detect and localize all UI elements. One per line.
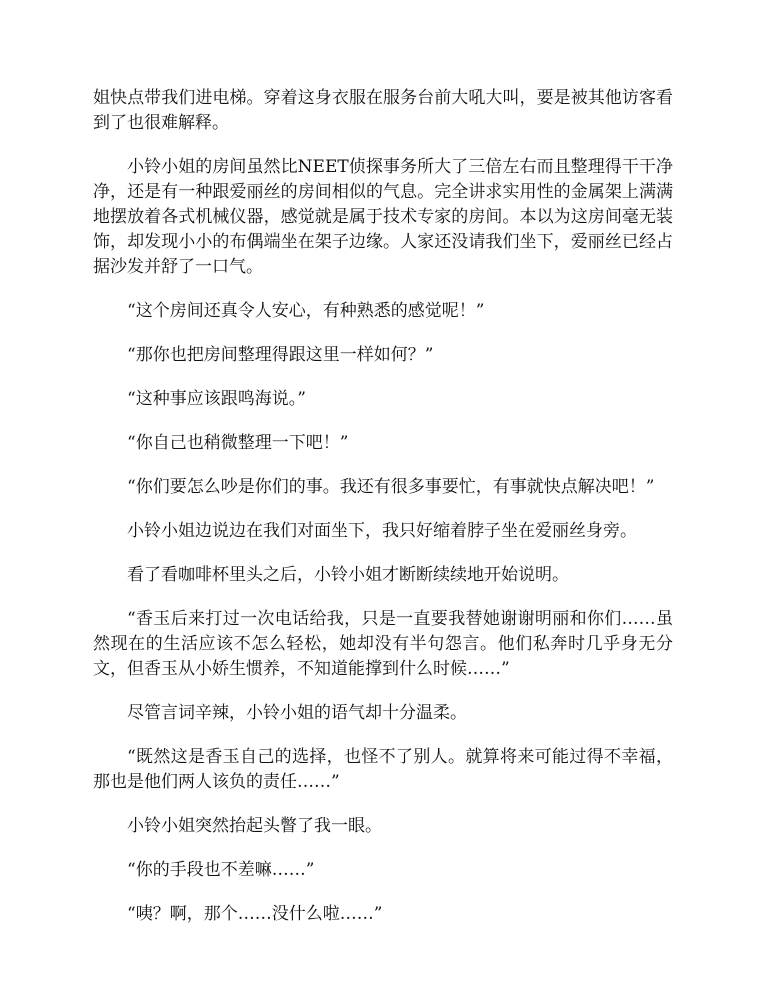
paragraph: “既然这是香玉自己的选择，也怪不了别人。就算将来可能过得不幸福，那也是他们两人该负的责任……” — [93, 747, 673, 792]
paragraph: 小铃小姐边说边在我们对面坐下，我只好缩着脖子坐在爱丽丝身旁。 — [127, 521, 637, 541]
paragraph: 姐快点带我们进电梯。穿着这身衣服在服务台前大吼大叫，要是被其他访客看到了也很难解释。 — [93, 88, 673, 133]
paragraph: 小铃小姐突然抬起头瞥了我一眼。 — [127, 816, 382, 836]
paragraph: “你自己也稍微整理一下吧！” — [127, 433, 349, 453]
paragraph: 小铃小姐的房间虽然比NEET侦探事务所大了三倍左右而且整理得干干净净，还是有一种跟爱丽丝的房间相似的气息。完全讲求实用性的金属架上满满地摆放着各式机械仪器，感觉就是属于技术专家的房间。本以为这房间毫无装饰，却发现小小的布偶端坐在架子边缘。人家还没请我们坐下，爱丽丝已经占据沙发并舒了一口气。 — [93, 157, 673, 277]
paragraph: “咦？啊，那个……没什么啦……” — [127, 904, 383, 924]
paragraph: “这个房间还真令人安心，有种熟悉的感觉呢！” — [127, 301, 485, 321]
paragraph: “那你也把房间整理得跟这里一样如何？” — [127, 345, 434, 365]
paragraph: 看了看咖啡杯里头之后，小铃小姐才断断续续地开始说明。 — [127, 565, 569, 585]
paragraph: “香玉后来打过一次电话给我，只是一直要我替她谢谢明丽和你们……虽然现在的生活应该不怎么轻松，她却没有半句怨言。他们私奔时几乎身无分文，但香玉从小娇生惯养，不知道能撑到什么时候……” — [93, 609, 673, 679]
body-text — [93, 86, 673, 946]
paragraph: 尽管言词辛辣，小铃小姐的语气却十分温柔。 — [127, 703, 467, 723]
paragraph: “你们要怎么吵是你们的事。我还有很多事要忙，有事就快点解决吧！” — [127, 477, 655, 497]
paragraph: “这种事应该跟鸣海说。” — [127, 389, 306, 409]
paragraph: “你的手段也不差嘛……” — [127, 860, 315, 880]
